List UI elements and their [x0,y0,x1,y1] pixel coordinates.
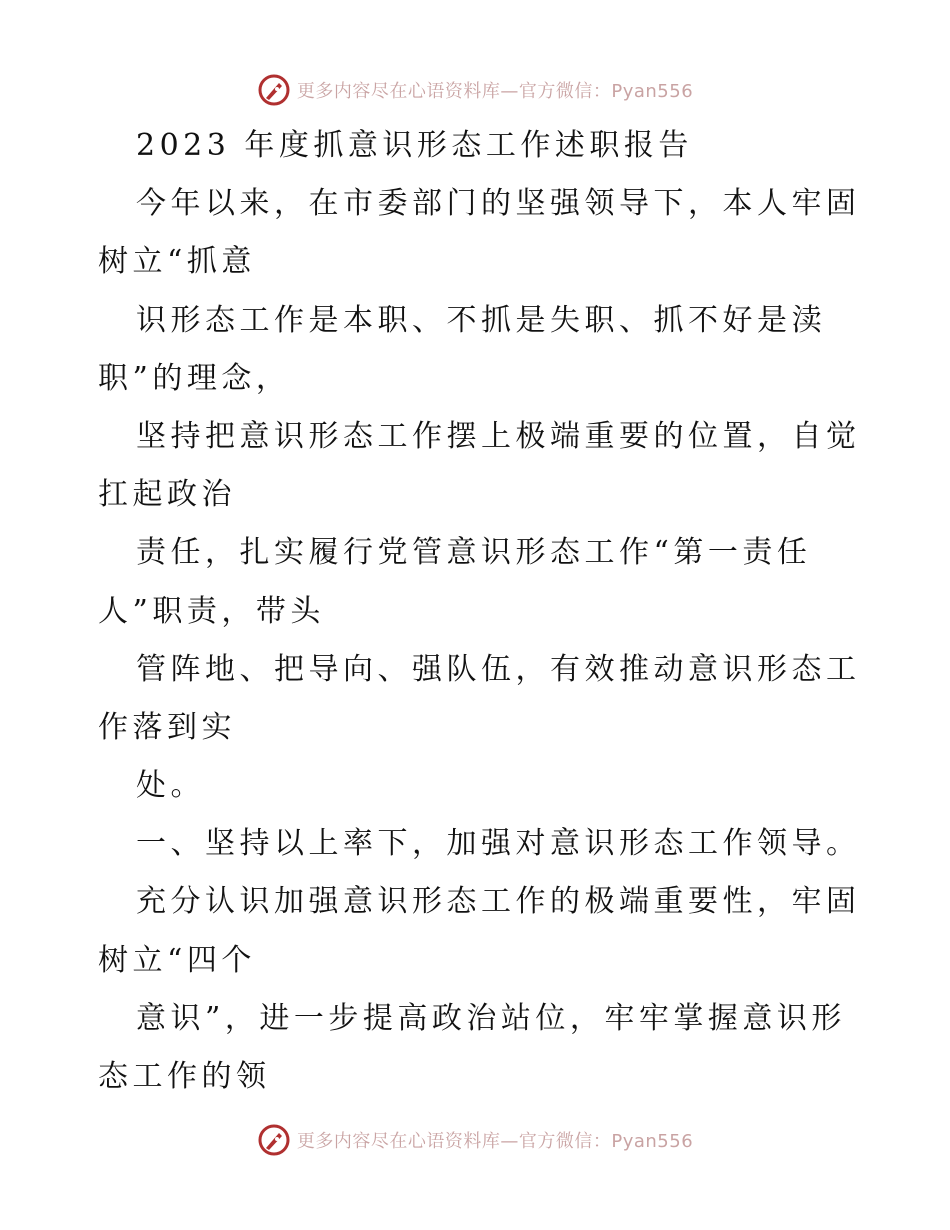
text-line: 今年以来，在市委部门的坚强领导下，本人牢固 [136,186,861,222]
text-line: 意识”，进一步提高政治站位，牢牢掌握意识形 [136,1000,846,1036]
text-line: 职”的理念， [98,360,291,396]
text-line: 态工作的领 [98,1059,271,1094]
document-title: 2023 年度抓意识形态工作述职报告 [136,128,693,163]
footer-banner [0,1120,950,1160]
text-line: 人”职责，带头 [98,593,325,629]
text-line: 坚持把意识形态工作摆上极端重要的位置，自觉 [136,418,861,454]
pen-nib-logo-icon [257,73,291,107]
text-line: 充分认识加强意识形态工作的极端重要性，牢固 [136,884,861,920]
header-banner [0,70,950,110]
text-line: 处。 [136,768,205,804]
text-line: 管阵地、把导向、强队伍，有效推动意识形态工 [136,651,861,687]
text-line: 扛起政治 [98,477,236,513]
text-line: 树立“四个 [98,942,256,978]
text-line: 树立“抓意 [98,244,256,280]
text-line: 作落到实 [98,709,236,745]
footer-banner-content [257,1123,693,1157]
text-line: 识形态工作是本职、不抓是失职、抓不好是渎 [136,302,826,338]
footer-banner-text: 更多内容尽在心语资料库—官方微信：Pyan556 [296,1131,694,1152]
text-line: 责任，扎实履行党管意识形态工作“第一责任 [136,535,812,571]
section-heading: 一、坚持以上率下，加强对意识形态工作领导。 [136,826,861,862]
header-banner-text: 更多内容尽在心语资料库—官方微信：Pyan556 [296,81,694,102]
document-body [98,117,861,1106]
header-banner-content [257,73,693,107]
pen-nib-logo-icon [257,1123,291,1157]
